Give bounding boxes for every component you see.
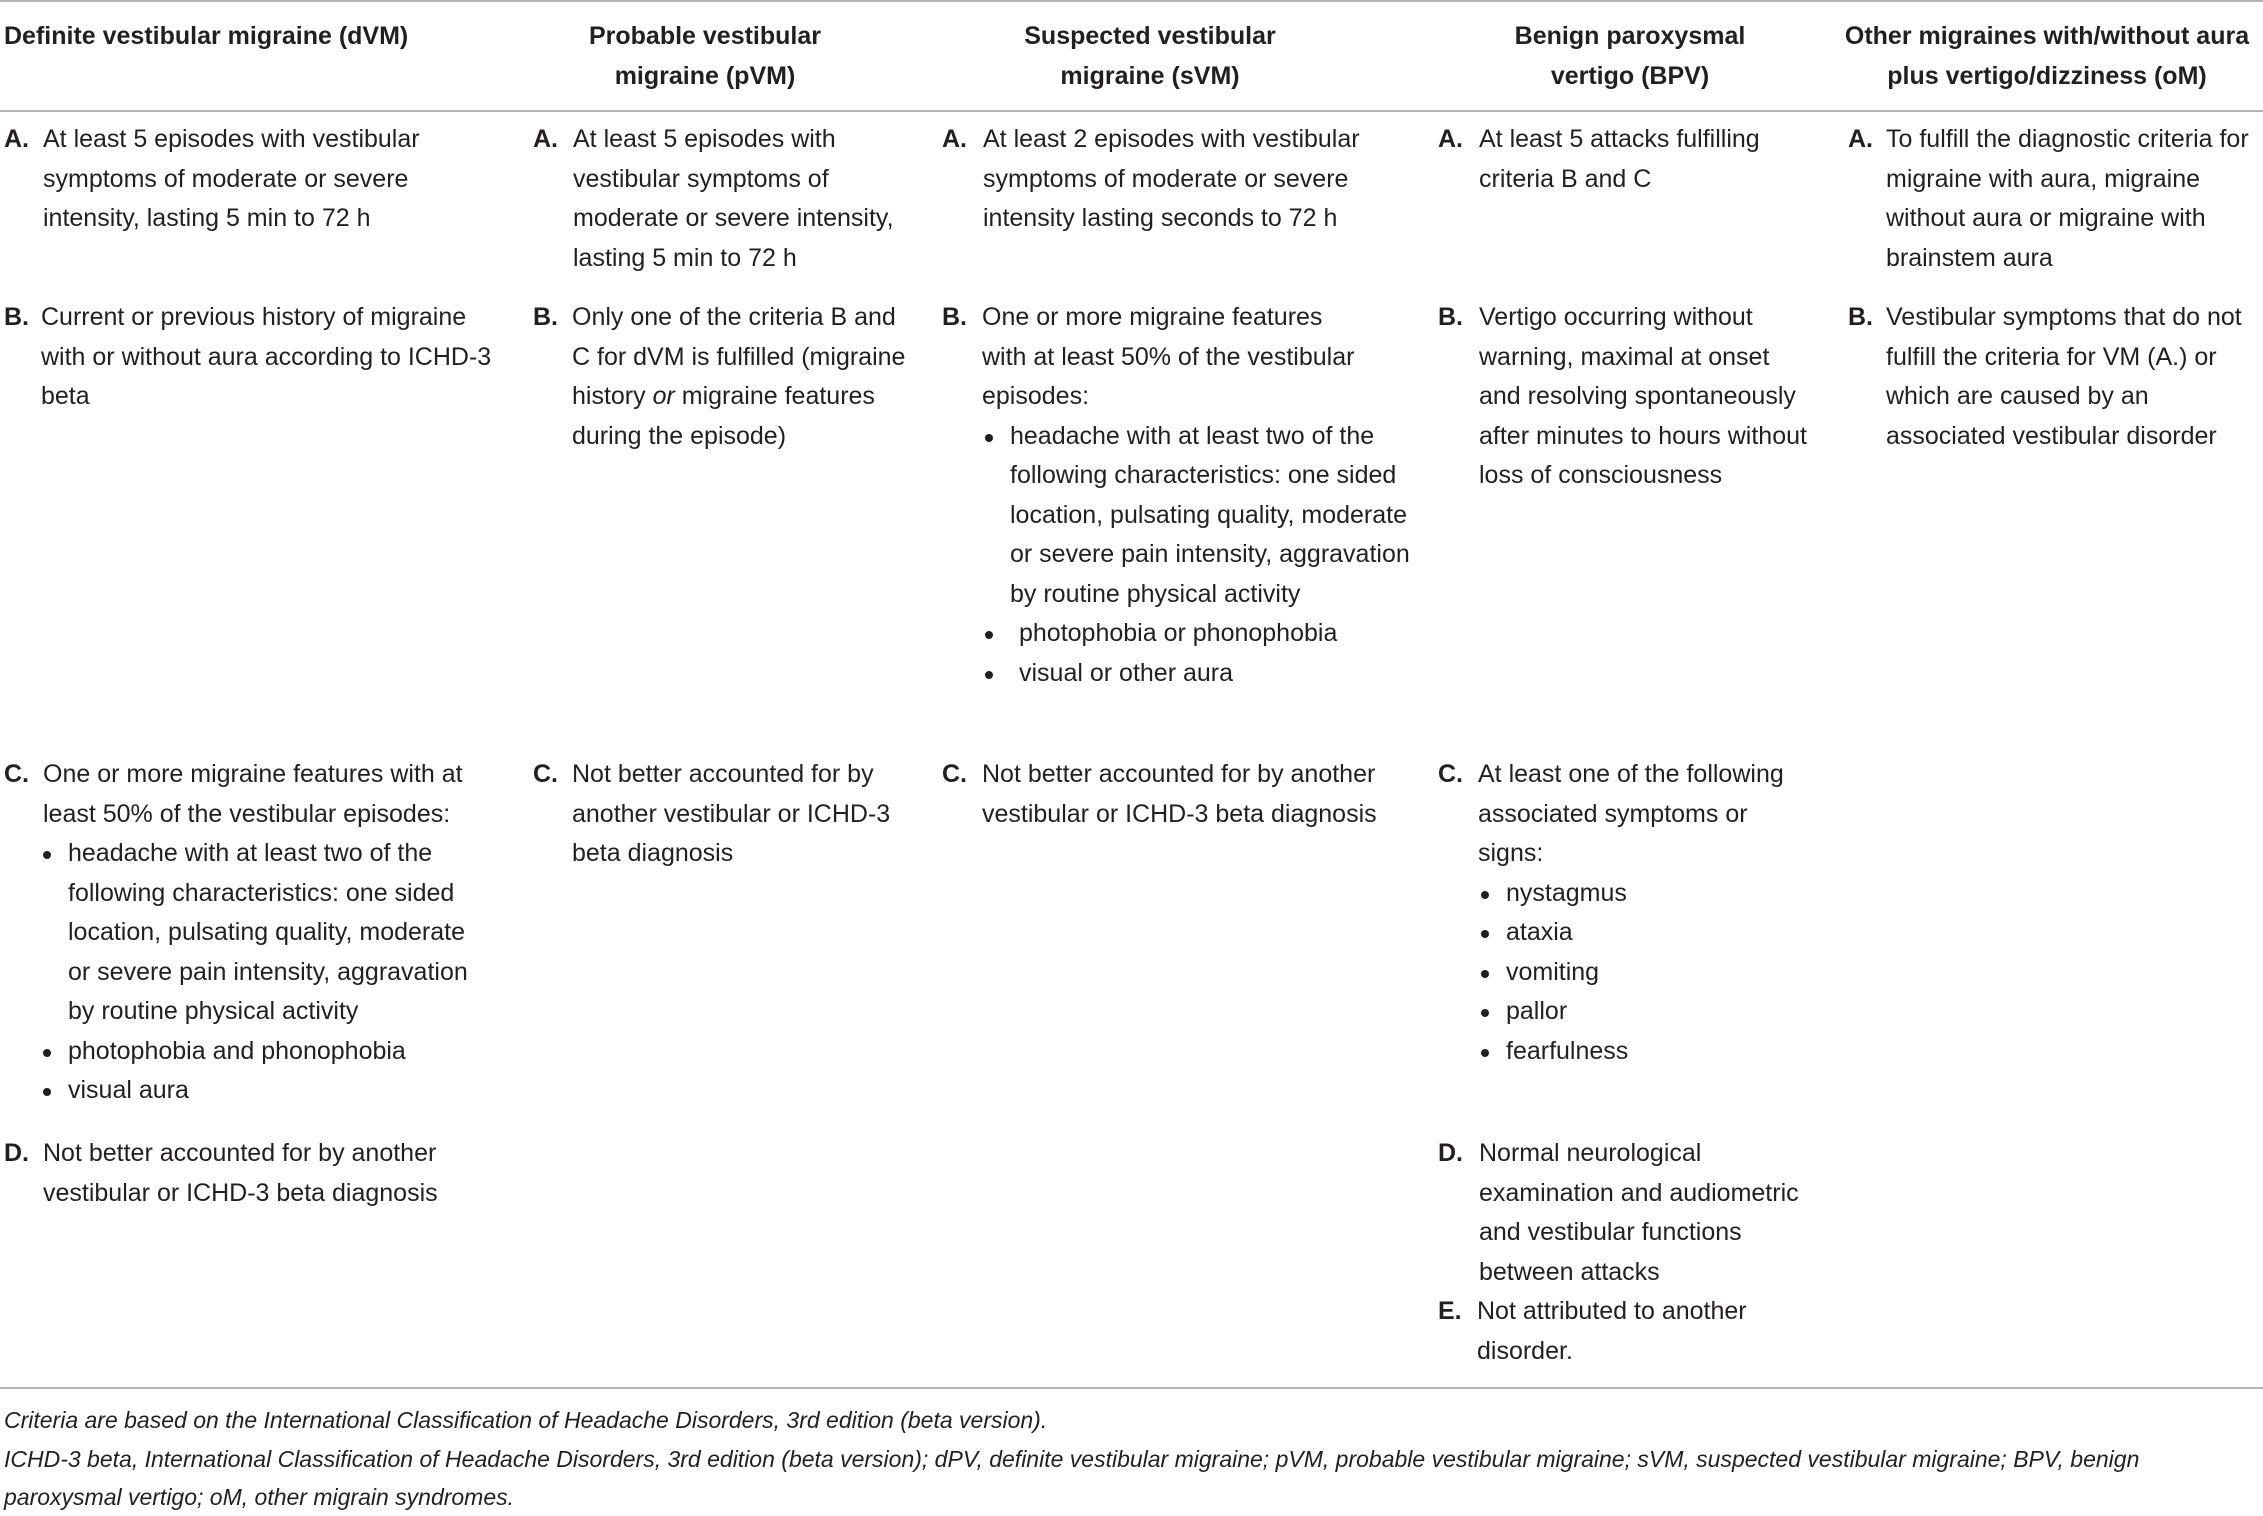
criterion-text: Vertigo occurring without warning, maximal at onset and resolving spontaneously after minutes to hours without loss of consciousness (1479, 303, 1807, 489)
pvm-criterion-a (533, 120, 913, 278)
criterion-label: A. (1848, 125, 1873, 153)
svm-feature-list (982, 417, 1412, 694)
bpv-criterion-b (1438, 298, 1818, 496)
list-item: headache with at least two of the following characteristics: one sided location, pulsating quality, moderate or severe pain intensity, aggravation by routine physical activity (40, 834, 492, 1032)
criterion-label: C. (942, 760, 967, 788)
criterion-text: Not attributed to another disorder. (1477, 1297, 1747, 1365)
bpv-criterion-e (1438, 1292, 1818, 1371)
om-criterion-b (1848, 298, 2263, 456)
column-header-svm: Suspected vestibular migraine (sVM) (1024, 22, 1276, 90)
emphasis-or: or (652, 382, 675, 410)
criterion-text: At least 5 episodes with vestibular symptoms of moderate or severe intensity, lasting 5 min to 72 h (573, 125, 894, 272)
column-header-pvm: Probable vestibular migraine (pVM) (588, 22, 822, 90)
list-item: ataxia (1478, 913, 1818, 953)
bullet-icon (982, 654, 1019, 694)
dvm-criterion-a (4, 120, 492, 239)
om-criterion-a (1848, 120, 2263, 278)
criterion-label: B. (533, 303, 558, 331)
criterion-text: At least 2 episodes with vestibular symptoms of moderate or severe intensity lasting seconds to 72 h (983, 125, 1360, 232)
column-header-om: Other migraines with/without aura plus vertigo/dizziness (oM) (1844, 22, 2250, 90)
criterion-label: E. (1438, 1297, 1462, 1325)
criterion-label: A. (533, 125, 558, 153)
column-header-dvm: Definite vestibular migraine (dVM) (4, 22, 409, 50)
svm-criterion-a (942, 120, 1412, 239)
criterion-text: Only one of the criteria B and C for dVM is fulfilled (migraine history or migraine features during the episode) (572, 303, 906, 450)
bullet-icon (982, 417, 1010, 615)
list-item: fearfulness (1478, 1032, 1818, 1072)
list-item: vomiting (1478, 953, 1818, 993)
footnote-criteria-source: Criteria are based on the International Classification of Headache Disorders, 3rd edition (beta version). (4, 1407, 1048, 1433)
criterion-text: Not better accounted for by another vestibular or ICHD-3 beta diagnosis (982, 760, 1377, 828)
list-item: nystagmus (1478, 874, 1818, 914)
dvm-criterion-b (4, 298, 492, 417)
list-item: photophobia and phonophobia (40, 1032, 492, 1072)
list-item: visual aura (40, 1071, 492, 1111)
criterion-text: Normal neurological examination and audiometric and vestibular functions between attacks (1479, 1139, 1799, 1286)
dvm-criterion-d (4, 1134, 492, 1213)
svm-criterion-b (942, 298, 1412, 693)
criterion-text: Vestibular symptoms that do not fulfill the criteria for VM (A.) or which are caused by an associated vestibular disorder (1886, 303, 2242, 450)
pvm-criterion-b (533, 298, 913, 456)
footnote-abbreviations: ICHD-3 beta, International Classification of Headache Disorders, 3rd edition (beta version); dPV, definite vestibular migraine; pVM, probable vestibular migraine; sVM, suspected vestibular migraine; BPV, benign paroxysmal vertigo; oM, other migrain syndromes. (4, 1446, 2140, 1510)
column-header-bpv: Benign paroxysmal vertigo (BPV) (1514, 22, 1746, 90)
dvm-criterion-c (4, 755, 492, 1111)
criterion-label: B. (4, 303, 29, 331)
criterion-text: At least one of the following associated symptoms or signs: (1478, 760, 1784, 867)
criterion-text: One or more migraine features with at least 50% of the vestibular episodes: (43, 760, 463, 828)
criterion-label: D. (1438, 1139, 1463, 1167)
pvm-criterion-c (533, 755, 913, 874)
criterion-text: To fulfill the diagnostic criteria for migraine with aura, migraine without aura or migraine with brainstem aura (1886, 125, 2249, 272)
criterion-label: B. (942, 303, 967, 331)
criterion-label: A. (942, 125, 967, 153)
criterion-text: One or more migraine features with at least 50% of the vestibular episodes: (982, 303, 1355, 410)
criterion-label: A. (1438, 125, 1463, 153)
criterion-label: B. (1438, 303, 1463, 331)
criterion-label: C. (4, 760, 29, 788)
criterion-text: Not better accounted for by another vestibular or ICHD-3 beta diagnosis (43, 1139, 438, 1207)
criterion-label: C. (533, 760, 558, 788)
list-item: photophobia or phonophobia (982, 614, 1412, 654)
bpv-criterion-a (1438, 120, 1818, 199)
criterion-text: Not better accounted for by another vestibular or ICHD-3 beta diagnosis (572, 760, 891, 867)
bpv-criterion-d (1438, 1134, 1818, 1292)
bullet-icon (1478, 953, 1506, 993)
list-item: pallor (1478, 992, 1818, 1032)
table-top-rule (0, 0, 2263, 2)
list-item: visual or other aura (982, 654, 1412, 694)
criterion-label: C. (1438, 760, 1463, 788)
criterion-text: Current or previous history of migraine with or without aura according to ICHD-3 beta (41, 303, 492, 410)
criterion-label: B. (1848, 303, 1873, 331)
criterion-label: D. (4, 1139, 29, 1167)
bpv-symptom-list (1478, 874, 1818, 1072)
criterion-text: At least 5 attacks fulfilling criteria B and C (1479, 125, 1760, 193)
table-bottom-rule (0, 1387, 2263, 1389)
bullet-icon (1478, 992, 1506, 1032)
dvm-feature-list (40, 834, 492, 1111)
list-item: headache with at least two of the following characteristics: one sided location, pulsating quality, moderate or severe pain intensity, aggravation by routine physical activity (982, 417, 1412, 615)
bullet-icon (1478, 874, 1506, 914)
bullet-icon (982, 614, 1019, 654)
bullet-icon (40, 1032, 68, 1072)
bullet-icon (40, 1071, 68, 1111)
criterion-text: At least 5 episodes with vestibular symptoms of moderate or severe intensity, lasting 5 min to 72 h (43, 125, 420, 232)
header-bottom-rule (0, 110, 2263, 112)
bullet-icon (40, 834, 68, 1032)
svm-criterion-c (942, 755, 1412, 834)
bullet-icon (1478, 913, 1506, 953)
criterion-label: A. (4, 125, 29, 153)
bpv-criterion-c (1438, 755, 1818, 1071)
bullet-icon (1478, 1032, 1506, 1072)
